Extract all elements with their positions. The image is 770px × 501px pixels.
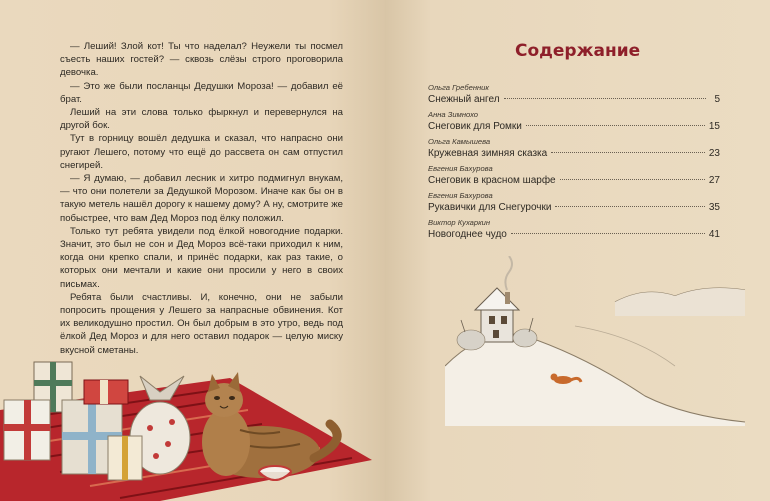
house-illustration bbox=[475, 256, 519, 342]
toc-author: Анна Зимнохо bbox=[428, 110, 479, 119]
story-paragraph: Леший на эти слова только фыркнул и перевернулся на другой бок. bbox=[60, 107, 343, 132]
toc-title: Содержание bbox=[515, 41, 641, 61]
toc-author: Виктор Кухаркин bbox=[428, 218, 491, 227]
toc-page-number: 23 bbox=[708, 148, 720, 159]
story-paragraph: Тут в горницу вошёл дедушка и сказал, что напрасно они ругают Лешего, потому что ещё до рассвета он сам отпустил снегирей. bbox=[60, 133, 343, 171]
right-page bbox=[385, 0, 770, 501]
toc-story-name[interactable]: Снеговик в красном шарфе bbox=[428, 175, 556, 186]
toc-dot-leader bbox=[504, 98, 706, 99]
toc-entry[interactable] bbox=[428, 191, 720, 218]
story-text bbox=[60, 40, 343, 357]
toc-dot-leader bbox=[560, 179, 705, 180]
toc-dot-leader bbox=[511, 233, 705, 234]
table-of-contents bbox=[428, 83, 720, 245]
toc-author: Ольга Гребенник bbox=[428, 83, 489, 92]
story-paragraph: — Я думаю, — добавил лесник и хитро подмигнул внукам, — что они полетели за Дедушкой Морозом. Иначе как бы он в такую метель нашёл дорогу к нашему дому? А ну, смотрите же побыстрее, что вам Дед Мороз под ёлку положил. bbox=[60, 173, 343, 224]
toc-dot-leader bbox=[551, 152, 705, 153]
toc-story-name[interactable]: Снеговик для Ромки bbox=[428, 121, 522, 132]
toc-entry[interactable] bbox=[428, 164, 720, 191]
toc-story-name[interactable]: Рукавички для Снегурочки bbox=[428, 202, 552, 213]
toc-dot-leader bbox=[526, 125, 705, 126]
story-paragraph: Ребята были счастливы. И, конечно, они не забыли попросить прощения у Лешего за напрасные обвинения. Кот их великодушно простил. Он был добрым в это утро, ведь под ёлкой Дед Мороз и для него оставил подарок — целую миску вкусной сметаны. bbox=[60, 291, 343, 356]
toc-story-name[interactable]: Новогоднее чудо bbox=[428, 229, 507, 240]
toc-page-number: 27 bbox=[708, 175, 720, 186]
toc-story-name[interactable]: Кружевная зимняя сказка bbox=[428, 148, 548, 159]
story-paragraph: — Леший! Злой кот! Ты что наделал? Неужели ты посмел съесть наших гостей? — сквозь слёзы строго проговорила девочка. bbox=[60, 41, 343, 79]
toc-author: Евгения Бахурова bbox=[428, 164, 493, 173]
toc-entry[interactable] bbox=[428, 83, 720, 110]
toc-author: Ольга Камышева bbox=[428, 137, 491, 146]
toc-dot-leader bbox=[555, 206, 704, 207]
toc-page-number: 41 bbox=[708, 229, 720, 240]
toc-author: Евгения Бахурова bbox=[428, 191, 493, 200]
toc-entry[interactable] bbox=[428, 137, 720, 164]
gifts-and-cat-illustration bbox=[0, 340, 385, 501]
story-paragraph: Только тут ребята увидели под ёлкой новогодние подарки. Значит, это был не сон и Дед Мороз всё-таки приходил к ним, когда они крепко спали, и принёс подарки, как раз такие, о которых они мечтали и какие они просили у него в своих письмах. bbox=[60, 225, 343, 290]
toc-page-number: 15 bbox=[708, 121, 720, 132]
toc-page-number: 35 bbox=[708, 202, 720, 213]
toc-page-number: 5 bbox=[714, 94, 720, 105]
toc-entry[interactable] bbox=[428, 218, 720, 245]
toc-story-name[interactable]: Снежный ангел bbox=[428, 94, 500, 105]
toc-entry[interactable] bbox=[428, 110, 720, 137]
story-paragraph: — Это же были посланцы Дедушки Мороза! — добавил её брат. bbox=[60, 80, 343, 105]
winter-house-illustration bbox=[445, 256, 755, 426]
